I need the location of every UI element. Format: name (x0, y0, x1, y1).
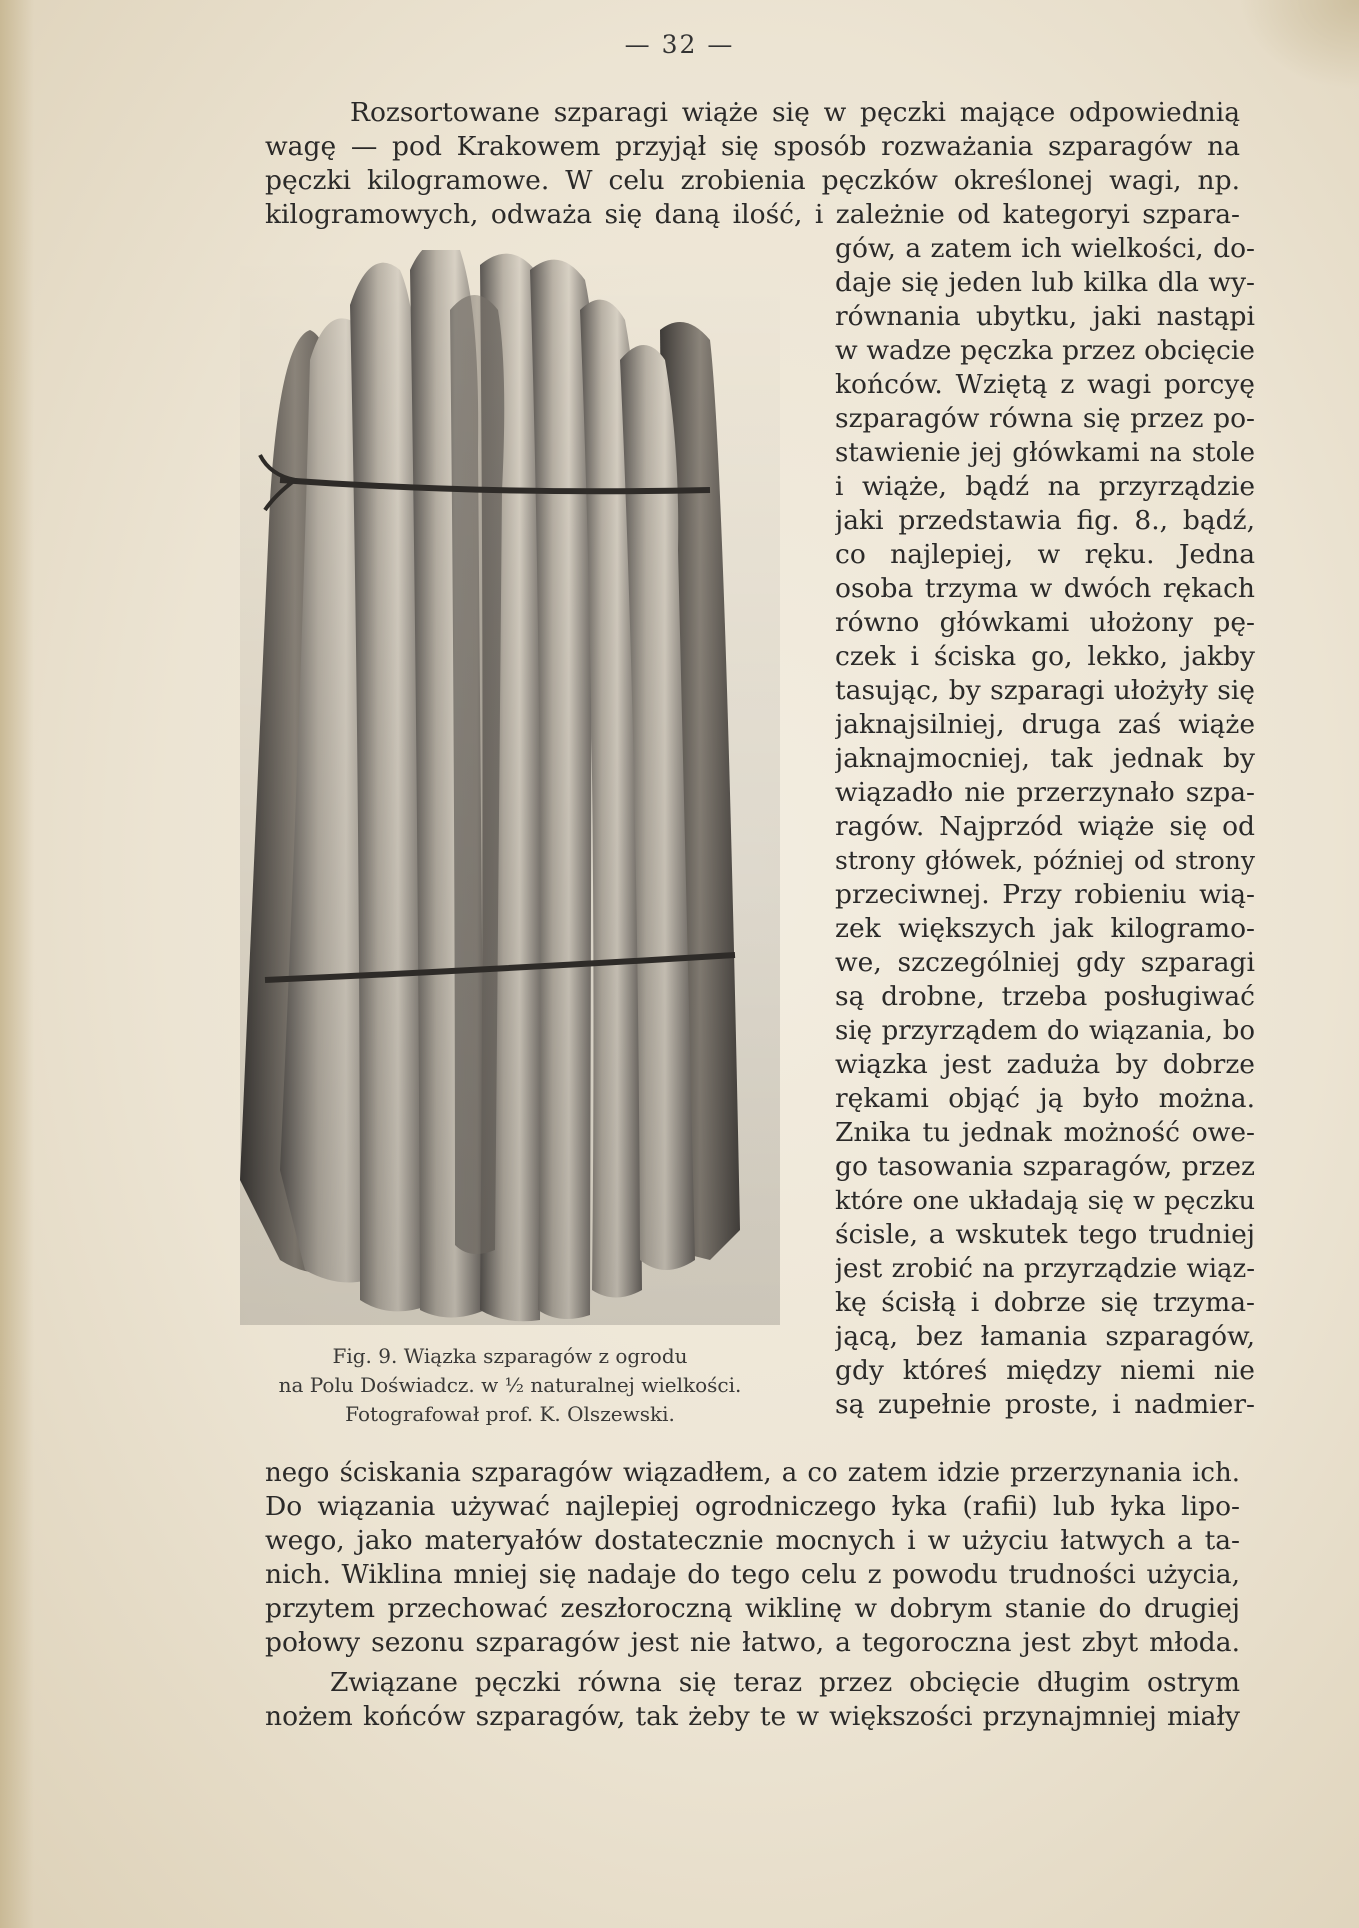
text-line: jest zrobić na przyrządzie wiąz- (835, 1254, 1255, 1284)
text-line: rękami objąć ją było można. (835, 1083, 1255, 1114)
text-line: wego, jako materyałów dostatecznie mocnych i w użyciu łatwych a ta- (265, 1525, 1240, 1556)
text-line: Do wiązania używać najlepiej ogrodniczego łyka (rafii) lub łyka lipo- (265, 1491, 1240, 1522)
text-line: i wiąże, bądź na przyrządzie (835, 471, 1255, 502)
text-line: gów, a zatem ich wielkości, do- (835, 233, 1255, 264)
text-line: daje się jeden lub kilka dla wy- (835, 267, 1255, 298)
text-line: gdy któreś między niemi nie (835, 1355, 1255, 1386)
text-line: jaknajsilniej, druga zaś wiąże (835, 709, 1255, 740)
text-line: równania ubytku, jaki nastąpi (835, 301, 1255, 332)
text-line: końców. Wziętą z wagi porcyę (835, 369, 1255, 400)
text-line: kilogramowych, odważa się daną ilość, i zależnie od kategoryi szpara- (265, 199, 1240, 230)
page-number: — 32 — (624, 30, 735, 59)
text-line: tasując, by szparagi ułożyły się (835, 675, 1255, 706)
text-line: równo główkami ułożony pę- (835, 607, 1255, 638)
text-line: się przyrządem do wiązania, bo (835, 1016, 1255, 1046)
caption-line: Fotografował prof. K. Olszewski. (345, 1402, 675, 1426)
caption-line: na Polu Doświadcz. w ½ naturalnej wielkości. (278, 1373, 742, 1397)
text-line: są zupełnie proste, i nadmier- (835, 1389, 1255, 1420)
text-line: wagę — pod Krakowem przyjął się sposób rozważania szparagów na (265, 131, 1240, 162)
text-line: które one układają się w pęczku (835, 1186, 1255, 1216)
text-line: w wadze pęczka przez obcięcie (835, 335, 1255, 366)
text-line: ścisle, a wskutek tego trudniej (835, 1219, 1255, 1250)
caption-line: Fig. 9. Wiązka szparagów z ogrodu (332, 1344, 688, 1368)
text-line: zek większych jak kilogramo- (835, 913, 1255, 944)
text-line: nego ściskania szparagów wiązadłem, a co zatem idzie przerzynania ich. (265, 1458, 1240, 1488)
text-line: czek i ściska go, lekko, jakby (835, 641, 1255, 672)
text-line: stawienie jej główkami na stole (835, 438, 1255, 468)
text-line: ragów. Najprzód wiąże się od (835, 811, 1255, 842)
text-line: nożem końców szparagów, tak żeby te w większości przynajmniej miały (265, 1701, 1240, 1732)
text-line: we, szczególniej gdy szparagi (835, 947, 1255, 978)
text-line: Rozsortowane szparagi wiąże się w pęczki mające odpowiednią (350, 97, 1240, 128)
text-line: co najlepiej, w ręku. Jedna (835, 539, 1255, 570)
text-line: kę ścisłą i dobrze się trzyma- (835, 1287, 1255, 1318)
text-line: przytem przechować zeszłoroczną wiklinę w dobrym stanie do drugiej (265, 1593, 1240, 1624)
text-line: przeciwnej. Przy robieniu wią- (835, 879, 1255, 910)
text-line: wiązadło nie przerzynało szpa- (835, 777, 1255, 808)
text-line: są drobne, trzeba posługiwać (835, 981, 1255, 1012)
text-line: strony główek, później od strony (835, 846, 1255, 875)
text-line: go tasowania szparagów, przez (835, 1151, 1255, 1182)
text-line: szparagów równa się przez po- (835, 403, 1255, 434)
text-line: osoba trzyma w dwóch rękach (835, 573, 1255, 604)
asparagus-bundle-photo (240, 250, 780, 1325)
text-line: Związane pęczki równa się teraz przez obcięcie długim ostrym (330, 1667, 1240, 1698)
text-line: nich. Wiklina mniej się nadaje do tego celu z powodu trudności użycia, (265, 1559, 1240, 1590)
text-line: jaknajmocniej, tak jednak by (835, 743, 1255, 774)
figure-caption (240, 1342, 780, 1429)
text-line: jaki przedstawia fig. 8., bądź, (835, 505, 1255, 536)
text-line: wiązka jest zaduża by dobrze (835, 1049, 1255, 1080)
text-line: jącą, bez łamania szparagów, (835, 1321, 1255, 1352)
text-line: Znika tu jednak możność owe- (835, 1117, 1255, 1148)
text-line: pęczki kilogramowe. W celu zrobienia pęczków określonej wagi, np. (265, 165, 1240, 196)
text-line: połowy sezonu szparagów jest nie łatwo, a tegoroczna jest zbyt młoda. (265, 1627, 1240, 1658)
